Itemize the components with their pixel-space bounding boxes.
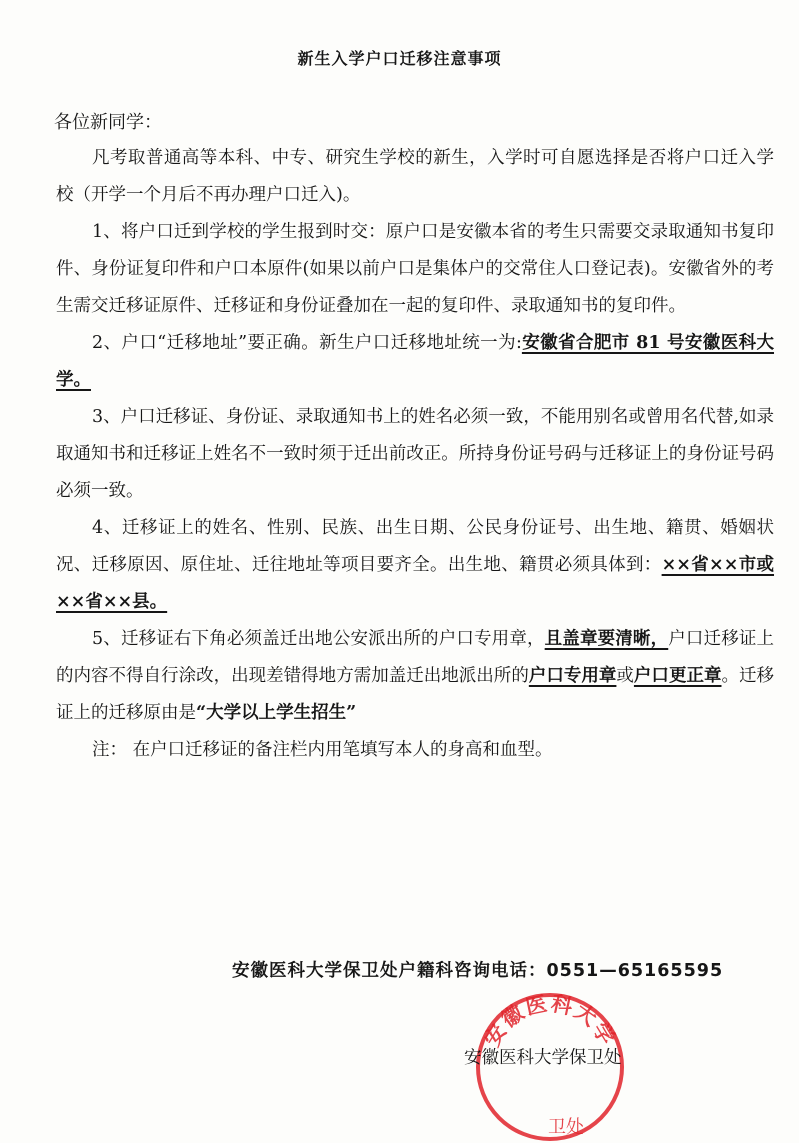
item-2-address: 安徽省合肥市 81 号安徽医科大学。 [56,333,775,390]
item-1-paragraph: 1、将户口迁到学校的学生报到时交：原户口是安徽本省的考生只需要交录取通知书复印件、身份证复印件和户口本原件(如果以前户口是集体户的交常住人口登记表)。安徽省外的考生需交迁移证原件、迁移证和身份证叠加在一起的复印件、录取通知书的复印件。 [56,222,774,316]
item-4-lead: 4、迁移证上的姓名、性别、民族、出生日期、公民身份证号、出生地、籍贯、婚姻状况、迁移原因、原住址、迁往地址等项目要齐全。出生地、籍贯必须具体到： [56,518,774,575]
document-body [56,140,774,769]
item-5-emph-2: 户口专用章 [528,666,617,686]
contact-line: 安徽医科大学保卫处户籍科咨询电话：0551—65165595 [232,961,724,981]
item-5-emph-4: “大学以上学生招生” [196,703,357,723]
greeting: 各位新同学： [54,112,162,133]
item-5-part-3: 或 [616,666,634,686]
item-2-lead: 2、户口“迁移地址”要正确。新生户口迁移地址统一为: [92,333,522,353]
stamp-text: 安徽医科大学 [479,991,621,1051]
item-5-emph-1: 且盖章要清晰， [544,629,669,649]
intro-paragraph: 凡考取普通高等本科、中专、研究生学校的新生，入学时可自愿选择是否将户口迁入学校（开学一个月后不再办理户口迁入)。 [56,148,774,205]
item-5-part-4: 。迁移证上的迁移原由是 [56,666,775,723]
item-5-part-1: 5、迁移证右下角必须盖迁出地公安派出所的户口专用章， [92,629,545,649]
item-2-paragraph [56,325,774,399]
svg-text:安徽医科大学 [480,991,620,1050]
item-5-paragraph [56,621,774,732]
stamp-sub-text: 卫处 [548,1117,584,1138]
item-4-format: ××省××市或××省××县。 [56,555,775,612]
note-paragraph: 注： 在户口迁移证的备注栏内用笔填写本人的身高和血型。 [92,740,553,760]
item-4-paragraph [56,510,774,621]
signature: 安徽医科大学保卫处 [464,1048,622,1068]
item-3-paragraph: 3、户口迁移证、身份证、录取通知书上的姓名必须一致，不能用别名或曾用名代替,如录取通知书和迁移证上姓名不一致时须于迁出前改正。所持身份证号码与迁移证上的身份证号码必须一致。 [56,407,774,501]
item-5-emph-3: 户口更正章 [633,666,722,686]
item-5-part-2: 户口迁移证上的内容不得自行涂改，出现差错得地方需加盖迁出地派出所的 [56,629,775,686]
document-title: 新生入学户口迁移注意事项 [297,49,502,68]
